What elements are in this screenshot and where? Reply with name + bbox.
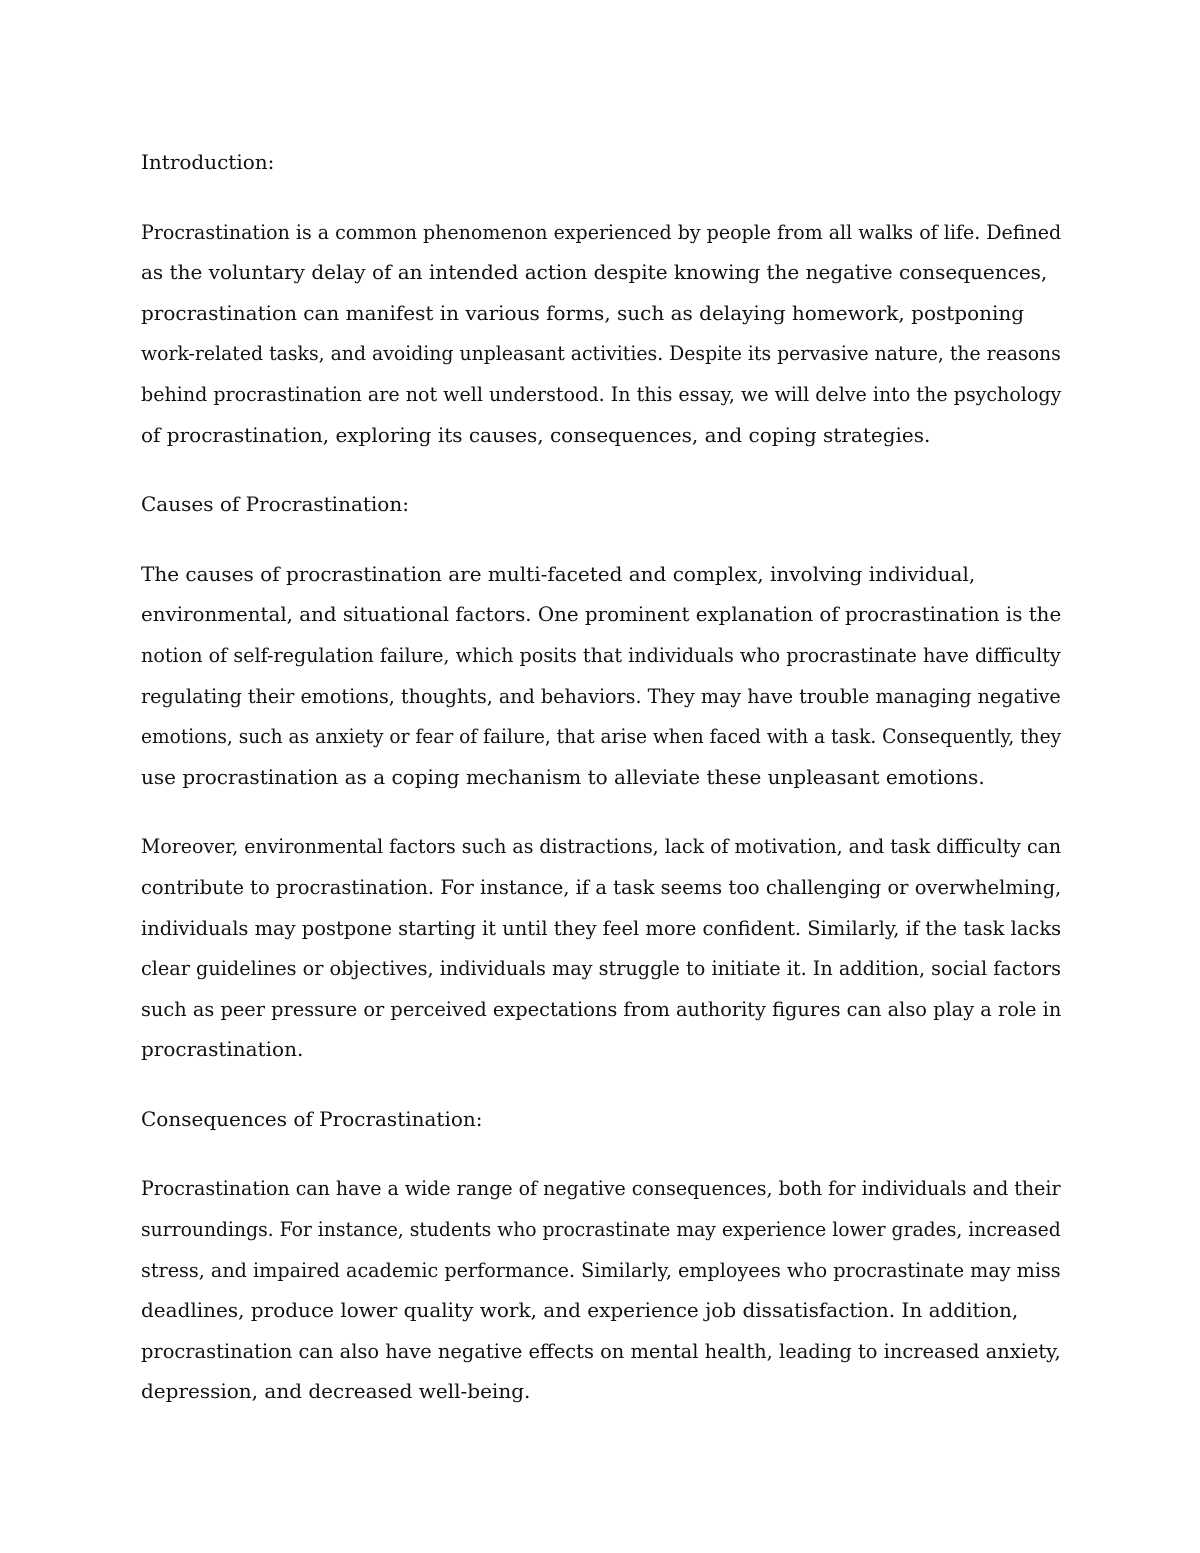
introduction-paragraph — [141, 212, 1061, 456]
text-line: emotions, such as anxiety or fear of failure, that arise when faced with a task. Consequently, they — [141, 724, 1062, 749]
spacer — [141, 525, 1061, 554]
section-heading-causes: Causes of Procrastination: — [141, 492, 409, 517]
text-line: use procrastination as a coping mechanism to alleviate these unpleasant emotions. — [141, 764, 985, 789]
text-line: stress, and impaired academic performance. Similarly, employees who procrastinate may miss — [141, 1257, 1061, 1282]
text-line: Procrastination is a common phenomenon experienced by people from all walks of life. Defined — [141, 219, 1062, 244]
section-heading-introduction: Introduction: — [141, 150, 275, 174]
text-line: work-related tasks, and avoiding unpleasant activities. Despite its pervasive nature, the reasons — [141, 341, 1061, 366]
spacer — [141, 455, 1061, 484]
essay-body — [141, 142, 1061, 1412]
text-line: deadlines, produce lower quality work, and experience job dissatisfaction. In addition, — [141, 1298, 1019, 1323]
text-line: individuals may postpone starting it until they feel more confident. Similarly, if the task lacks — [141, 915, 1062, 940]
text-line: depression, and decreased well-being. — [141, 1379, 531, 1404]
text-line: behind procrastination are not well understood. In this essay, we will delve into the psychology — [141, 381, 1062, 406]
text-line: such as peer pressure or perceived expectations from authority figures can also play a role in — [141, 996, 1062, 1021]
text-line: procrastination can manifest in various forms, such as delaying homework, postponing — [141, 300, 1025, 325]
text-line: as the voluntary delay of an intended action despite knowing the negative consequences, — [141, 260, 1048, 285]
text-line: environmental, and situational factors. One prominent explanation of procrastination is the — [141, 602, 1062, 627]
spacer — [141, 797, 1061, 826]
text-line: regulating their emotions, thoughts, and behaviors. They may have trouble managing negative — [141, 683, 1061, 708]
consequences-paragraph — [141, 1168, 1061, 1412]
causes-paragraph-1 — [141, 554, 1061, 798]
section-heading-consequences: Consequences of Procrastination: — [141, 1106, 483, 1131]
text-line: clear guidelines or objectives, individuals may struggle to initiate it. In addition, social factors — [141, 956, 1061, 981]
text-line: of procrastination, exploring its causes, consequences, and coping strategies. — [141, 422, 931, 447]
text-line: notion of self-regulation failure, which posits that individuals who procrastinate have difficulty — [141, 642, 1061, 667]
spacer — [141, 183, 1061, 212]
spacer — [141, 1070, 1061, 1099]
text-line: surroundings. For instance, students who procrastinate may experience lower grades, increased — [141, 1217, 1061, 1242]
spacer — [141, 1139, 1061, 1168]
text-line: Moreover, environmental factors such as distractions, lack of motivation, and task difficulty can — [141, 834, 1062, 859]
text-line: The causes of procrastination are multi-faceted and complex, involving individual, — [141, 561, 976, 586]
text-line: contribute to procrastination. For instance, if a task seems too challenging or overwhelming, — [141, 874, 1062, 899]
causes-paragraph-2 — [141, 826, 1061, 1070]
text-line: procrastination. — [141, 1037, 304, 1062]
text-line: Procrastination can have a wide range of negative consequences, both for individuals and their — [141, 1176, 1061, 1201]
text-line: procrastination can also have negative effects on mental health, leading to increased anxiety, — [141, 1338, 1061, 1363]
